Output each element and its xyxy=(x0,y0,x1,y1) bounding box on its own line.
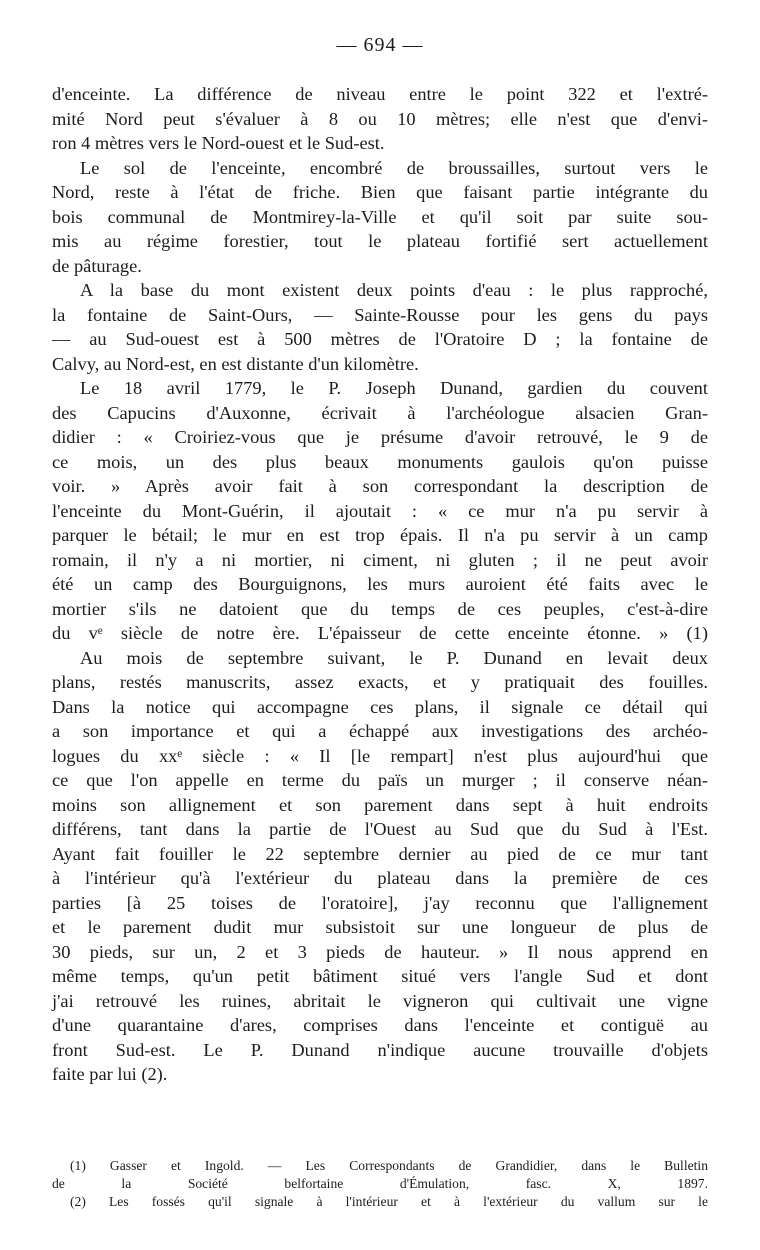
footnotes xyxy=(52,1157,708,1211)
text-line: Ayant fait fouiller le 22 septembre dernier au pied de ce mur tant xyxy=(52,843,708,864)
text-line: j'ai retrouvé les ruines, abritait le vigneron qui cultivait une vigne xyxy=(52,990,708,1011)
footnote xyxy=(52,1157,708,1193)
text-line: ron 4 mètres vers le Nord-ouest et le Sud-est. xyxy=(52,133,385,153)
text-line: plans, restés manuscrits, assez exacts, et y pratiquait des fouilles. xyxy=(52,672,708,692)
text-line: des Capucins d'Auxonne, écrivait à l'archéologue alsacien Gran- xyxy=(52,402,708,423)
text-line: ce que l'on appelle en terme du païs un murger ; il conserve néan- xyxy=(52,770,708,790)
footnote-line: de la Société belfortaine d'Émulation, fasc. X, 1897. xyxy=(52,1176,708,1191)
footnote-line: (2) Les fossés qu'il signale à l'intérieur et à l'extérieur du vallum sur le xyxy=(70,1194,708,1209)
text-line: et le parement dudit mur subsistoit sur une longueur de plus de xyxy=(52,917,708,937)
body-text xyxy=(52,82,708,1087)
text-line: Calvy, au Nord-est, en est distante d'un kilomètre. xyxy=(52,353,419,374)
text-line: de pâturage. xyxy=(52,255,142,276)
text-line: d'enceinte. La différence de niveau entre le point 322 et l'extré- xyxy=(52,84,708,104)
text-line: d'une quarantaine d'ares, comprises dans l'enceinte et contiguë au xyxy=(52,1015,708,1035)
text-line: — au Sud-ouest est à 500 mètres de l'Oratoire D ; la fontaine de xyxy=(52,329,708,349)
text-line: la fontaine de Saint-Ours, — Sainte-Rousse pour les gens du pays xyxy=(52,304,708,325)
text-line: mortier s'ils ne datoient que du temps de ces peuples, c'est-à-dire xyxy=(52,598,708,619)
text-line: a son importance et qui a échappé aux investigations des archéo- xyxy=(52,721,708,741)
text-line: ce mois, un des plus beaux monuments gaulois qu'on puisse xyxy=(52,451,708,472)
text-line: l'enceinte du Mont-Guérin, il ajoutait : « ce mur n'a pu servir à xyxy=(52,500,708,521)
paragraph xyxy=(52,82,708,156)
text-line: Le 18 avril 1779, le P. Joseph Dunand, gardien du couvent xyxy=(80,378,708,398)
text-line: voir. » Après avoir fait à son correspondant la description de xyxy=(52,476,708,496)
text-line: faite par lui (2). xyxy=(52,1064,168,1084)
text-line: mité Nord peut s'évaluer à 8 ou 10 mètres; elle n'est que d'envi- xyxy=(52,108,708,129)
text-line: Nord, reste à l'état de friche. Bien que faisant partie intégrante du xyxy=(52,182,708,202)
paragraph xyxy=(52,278,708,376)
text-line: parties [à 25 toises de l'oratoire], j'ay reconnu que l'allignement xyxy=(52,892,708,913)
text-line: romain, il n'y a ni mortier, ni ciment, ni gluten ; il ne peut avoir xyxy=(52,549,708,570)
text-line: parquer le bétail; le mur en est trop épais. Il n'a pu servir à un camp xyxy=(52,525,708,545)
paragraph xyxy=(52,376,708,646)
text-line: front Sud-est. Le P. Dunand n'indique aucune trouvaille d'objets xyxy=(52,1039,708,1060)
text-line: mis au régime forestier, tout le plateau fortifié sert actuellement xyxy=(52,231,708,251)
text-line: moins son allignement et son parement dans sept à huit endroits xyxy=(52,794,708,815)
paragraph xyxy=(52,156,708,279)
footnote-line: (1) Gasser et Ingold. — Les Correspondants de Grandidier, dans le Bulletin xyxy=(70,1158,708,1173)
text-line: Au mois de septembre suivant, le P. Dunand en levait deux xyxy=(80,647,708,668)
text-line: A la base du mont existent deux points d'eau : le plus rapproché, xyxy=(80,280,708,300)
text-line: 30 pieds, sur un, 2 et 3 pieds de hauteur. » Il nous apprend en xyxy=(52,941,708,962)
page-number: — 694 — xyxy=(336,34,424,56)
text-line: du vᵉ siècle de notre ère. L'épaisseur de cette enceinte étonne. » (1) xyxy=(52,623,708,643)
text-line: différens, tant dans la partie de l'Ouest au Sud que du Sud à l'Est. xyxy=(52,819,708,839)
paragraph xyxy=(52,646,708,1087)
text-line: Dans la notice qui accompagne ces plans, il signale ce détail qui xyxy=(52,696,708,717)
text-line: à l'intérieur qu'à l'extérieur du plateau dans la première de ces xyxy=(52,868,708,888)
text-line: bois communal de Montmirey-la-Ville et qu'il soit par suite sou- xyxy=(52,206,708,227)
text-line: didier : « Croiriez-vous que je présume d'avoir retrouvé, le 9 de xyxy=(52,427,708,447)
text-line: Le sol de l'enceinte, encombré de broussailles, surtout vers le xyxy=(80,157,708,178)
text-line: même temps, qu'un petit bâtiment situé vers l'angle Sud et dont xyxy=(52,966,708,986)
footnote xyxy=(52,1193,708,1211)
text-line: été un camp des Bourguignons, les murs auroient été faits avec le xyxy=(52,574,708,594)
text-line: logues du xxᵉ siècle : « Il [le rempart] n'est plus aujourd'hui que xyxy=(52,745,708,766)
